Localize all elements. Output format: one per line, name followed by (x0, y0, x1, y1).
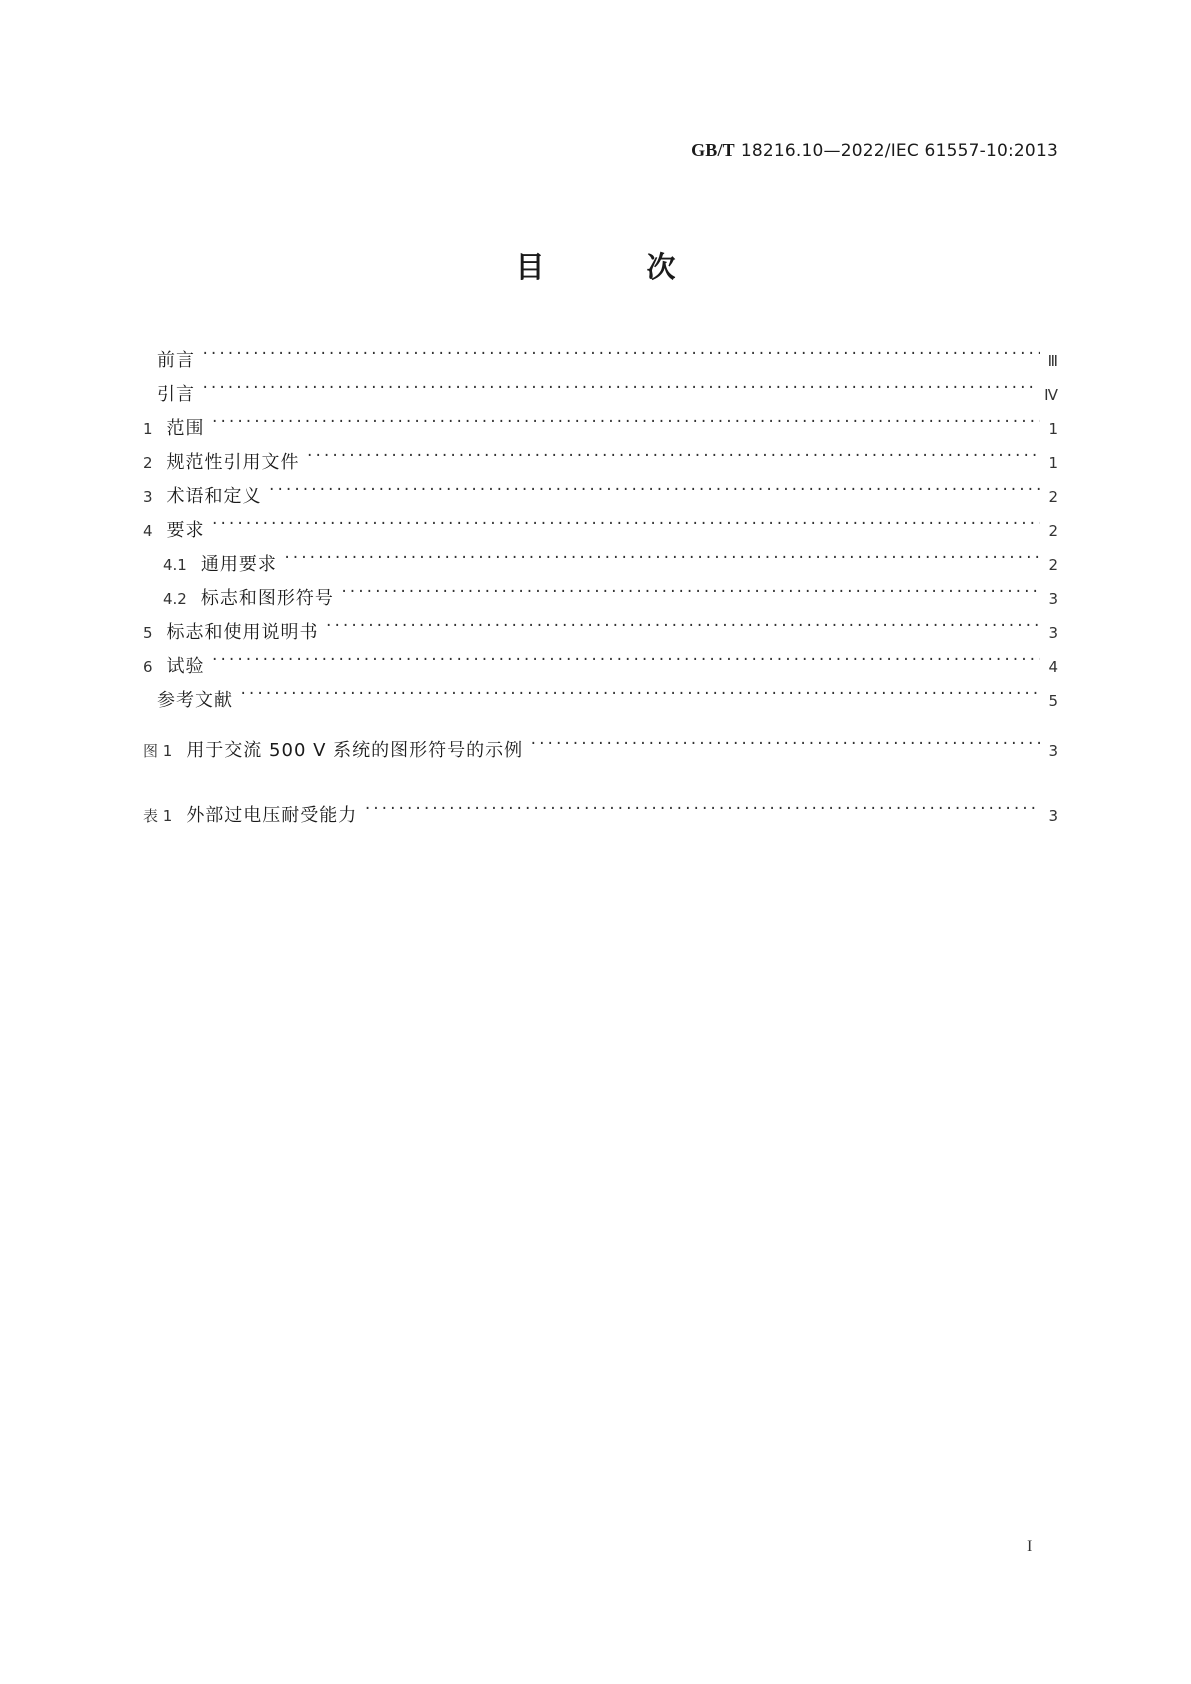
toc-entry-page: 2 (1048, 488, 1058, 506)
table-number: 表 1 (143, 807, 173, 825)
toc-entry-label: 范围 (166, 418, 205, 439)
toc-entry-page: Ⅲ (1047, 352, 1058, 370)
toc-entry-bibliography[interactable] (143, 680, 1058, 711)
toc-entry-page: Ⅳ (1044, 386, 1058, 404)
dot-leader (201, 374, 1038, 400)
toc-entry-label: 规范性引用文件 (166, 452, 300, 473)
toc-entry-number: 3 (143, 488, 153, 506)
dot-leader (201, 340, 1040, 366)
toc-entry-normative-references[interactable] (143, 442, 1058, 473)
toc-entry-figure-1[interactable] (143, 730, 1058, 761)
page-number: I (1027, 1538, 1033, 1555)
toc-entry-label: 标志和图形符号 (200, 588, 334, 609)
figure-number: 图 1 (143, 742, 173, 760)
toc-entry-label: 参考文献 (157, 690, 233, 711)
toc-entry-foreword[interactable] (143, 340, 1058, 371)
toc-entry-marking-instructions[interactable] (143, 612, 1058, 643)
toc-entry-label: 标志和使用说明书 (166, 622, 319, 643)
dot-leader (211, 510, 1040, 536)
toc-entry-number: 5 (143, 624, 153, 642)
toc-entry-number: 4.2 (163, 590, 187, 608)
toc-entry-label: 通用要求 (200, 554, 277, 575)
toc-entry-page: 2 (1048, 522, 1058, 540)
toc-entry-page: 1 (1048, 420, 1058, 438)
toc-entry-page: 4 (1048, 658, 1058, 676)
standard-code: 18216.10—2022/IEC 61557-10:2013 (740, 141, 1058, 161)
standard-number (691, 140, 1058, 161)
toc-entry-page: 3 (1048, 624, 1058, 642)
standard-prefix: GB/T (691, 140, 735, 160)
toc-entry-label: 要求 (166, 520, 205, 541)
dot-leader (363, 795, 1040, 821)
toc-entry-page: 1 (1048, 454, 1058, 472)
figure-caption: 用于交流 500 V 系统的图形符号的示例 (186, 740, 524, 761)
dot-leader (340, 578, 1040, 604)
dot-leader (529, 730, 1040, 756)
toc-entry-introduction[interactable] (143, 374, 1058, 405)
dot-leader (283, 544, 1040, 570)
figure-page: 3 (1048, 742, 1058, 760)
toc-entry-scope[interactable] (143, 408, 1058, 439)
dot-leader (211, 646, 1040, 672)
toc-entry-number: 1 (143, 420, 153, 438)
toc-entry-terms-definitions[interactable] (143, 476, 1058, 507)
toc-entry-tests[interactable] (143, 646, 1058, 677)
toc-entry-number: 4.1 (163, 556, 187, 574)
toc-entry-requirements[interactable] (143, 510, 1058, 541)
toc-entry-page: 5 (1048, 692, 1058, 710)
toc-entry-label: 前言 (157, 350, 195, 371)
dot-leader (268, 476, 1040, 502)
toc-entry-table-1[interactable] (143, 795, 1058, 826)
toc-entry-number: 6 (143, 658, 153, 676)
toc-entry-page: 3 (1048, 590, 1058, 608)
toc-entry-marking-symbols[interactable] (163, 578, 1058, 609)
toc-entry-page: 2 (1048, 556, 1058, 574)
dot-leader (239, 680, 1040, 706)
dot-leader (325, 612, 1040, 638)
toc-entry-label: 引言 (157, 384, 195, 405)
toc-entry-general-requirements[interactable] (163, 544, 1058, 575)
toc-entry-number: 4 (143, 522, 153, 540)
table-caption: 外部过电压耐受能力 (186, 805, 358, 826)
page-title: 目 次 (515, 250, 722, 284)
dot-leader (306, 442, 1040, 468)
table-page: 3 (1048, 807, 1058, 825)
dot-leader (211, 408, 1040, 434)
toc-entry-label: 术语和定义 (166, 486, 262, 507)
toc-entry-label: 试验 (166, 656, 205, 677)
toc-entry-number: 2 (143, 454, 153, 472)
